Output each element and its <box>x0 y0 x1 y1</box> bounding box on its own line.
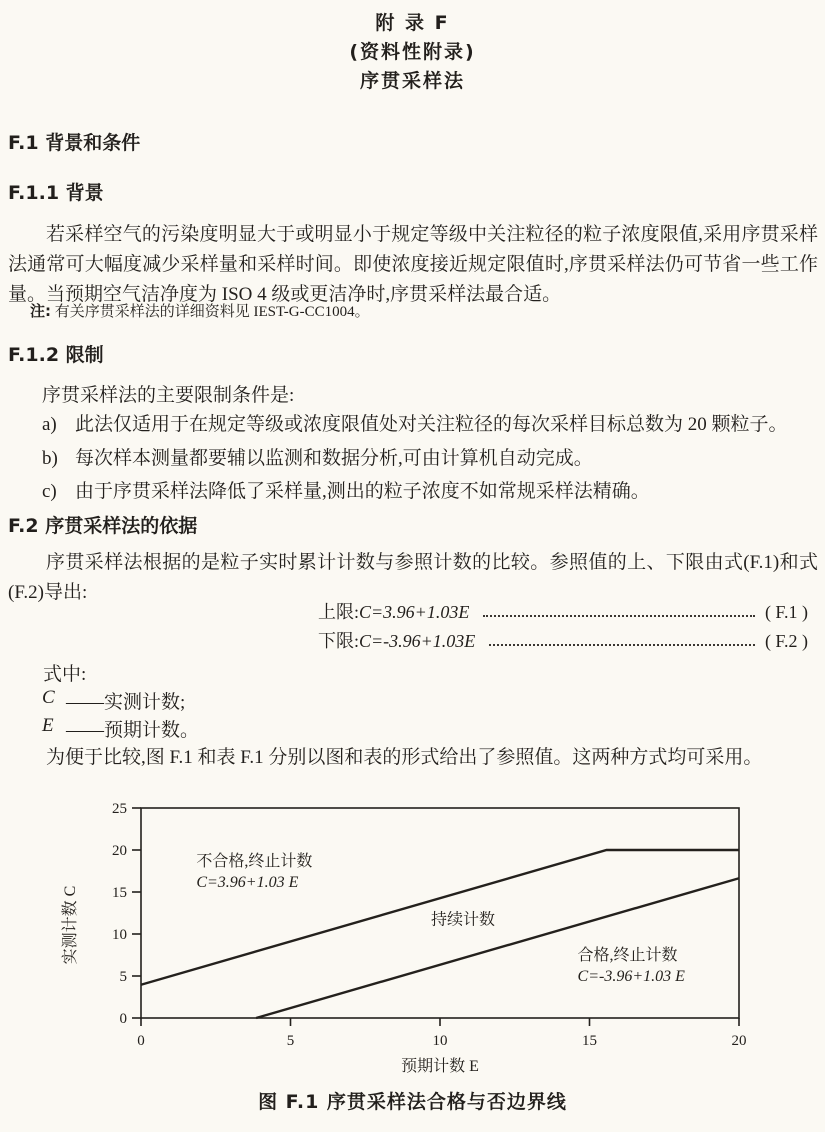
symbol-e: E <box>42 715 54 736</box>
equation-f1 <box>318 600 808 624</box>
list-item-b <box>42 446 812 472</box>
y-axis-label: 实测计数 C <box>62 885 79 965</box>
list-text-a: 此法仅适用于在规定等级或浓度限值处对关注粒径的每次采样目标总数为 20 颗粒子。 <box>75 414 788 435</box>
where-item-c <box>42 687 185 714</box>
region-annotation: 不合格,终止计数 C=3.96+1.03 E <box>196 853 313 892</box>
note-text: 有关序贯采样法的详细资料见 IEST-G-CC1004。 <box>54 304 370 320</box>
paragraph-f2-closing: 为便于比较,图 F.1 和表 F.1 分别以图和表的形式给出了参照值。这两种方式均可采用。 <box>46 747 763 768</box>
list-marker-a: a) <box>42 414 57 435</box>
y-tick-label: 20 <box>112 843 127 859</box>
equation-f1-leader-dots <box>483 615 755 617</box>
list-marker-b: b) <box>42 448 58 469</box>
y-tick-label: 5 <box>119 969 127 985</box>
y-tick-label: 10 <box>112 927 127 943</box>
paragraph-f1-2-intro: 序贯采样法的主要限制条件是: <box>42 385 295 406</box>
note-f1-1 <box>30 301 810 322</box>
equation-f2 <box>318 629 808 653</box>
x-tick-label: 5 <box>286 1033 295 1049</box>
x-tick-label: 20 <box>731 1033 747 1049</box>
x-axis-label: 预期计数 E <box>401 1058 479 1075</box>
note-label: 注: <box>30 302 51 320</box>
list-item-a <box>42 412 812 438</box>
y-tick-label: 15 <box>112 885 127 901</box>
heading-f1: F.1 背景和条件 <box>8 132 141 154</box>
equation-f2-label: 下限: <box>318 631 360 651</box>
equation-f1-expression: C=3.96+1.03E <box>359 602 470 622</box>
list-text-c: 由于序贯采样法降低了采样量,测出的粒子浓度不如常规采样法精确。 <box>75 481 650 502</box>
list-marker-c: c) <box>42 481 57 502</box>
list-item-c <box>42 479 812 505</box>
equation-f2-leader-dots <box>489 644 755 646</box>
appendix-title: 附 录 F <box>375 12 450 34</box>
appendix-subtitle: (资料性附录) <box>349 41 476 63</box>
equation-f1-number: ( F.1 ) <box>764 602 808 622</box>
y-tick-label: 25 <box>112 801 127 817</box>
x-tick-label: 10 <box>432 1033 448 1049</box>
y-tick-label: 0 <box>119 1011 127 1027</box>
heading-f1-1: F.1.1 背景 <box>8 182 104 204</box>
paragraph-f2: 序贯采样法根据的是粒子实时累计计数与参照计数的比较。参照值的上、下限由式(F.1)和式(F.2)导出: <box>8 552 818 603</box>
figure-f1-caption: 图 F.1 序贯采样法合格与否边界线 <box>258 1091 567 1113</box>
x-tick-label: 0 <box>137 1033 145 1049</box>
symbol-c-desc: ——实测计数; <box>66 692 186 713</box>
where-label: 式中: <box>43 664 87 685</box>
symbol-e-desc: ——预期计数。 <box>66 720 200 741</box>
appendix-topic-title: 序贯采样法 <box>359 70 465 92</box>
figure-f1-chart <box>0 790 825 1090</box>
heading-f2: F.2 序贯采样法的依据 <box>8 515 198 537</box>
equation-f2-expression: C=-3.96+1.03E <box>359 631 476 651</box>
paragraph-f1-1: 若采样空气的污染度明显大于或明显小于规定等级中关注粒径的粒子浓度限值,采用序贯采样法通常可大幅度减少采样量和采样时间。即使浓度接近规定限值时,序贯采样法仍可节省一些工作量。当预期空气洁净度为 ISO 4 级或更洁净时,序贯采样法最合适。 <box>8 224 818 305</box>
where-item-e <box>42 715 199 742</box>
equation-f2-number: ( F.2 ) <box>764 631 808 651</box>
list-text-b: 每次样本测量都要辅以监测和数据分析,可由计算机自动完成。 <box>75 448 593 469</box>
region-annotation: 持续计数 <box>431 912 496 930</box>
symbol-c: C <box>42 687 55 708</box>
region-annotation: 合格,终止计数 C=-3.96+1.03 E <box>577 947 685 986</box>
figure-f1 <box>0 790 825 1090</box>
x-tick-label: 15 <box>582 1033 597 1049</box>
heading-f1-2: F.1.2 限制 <box>8 344 104 366</box>
equation-f1-label: 上限: <box>318 602 360 622</box>
